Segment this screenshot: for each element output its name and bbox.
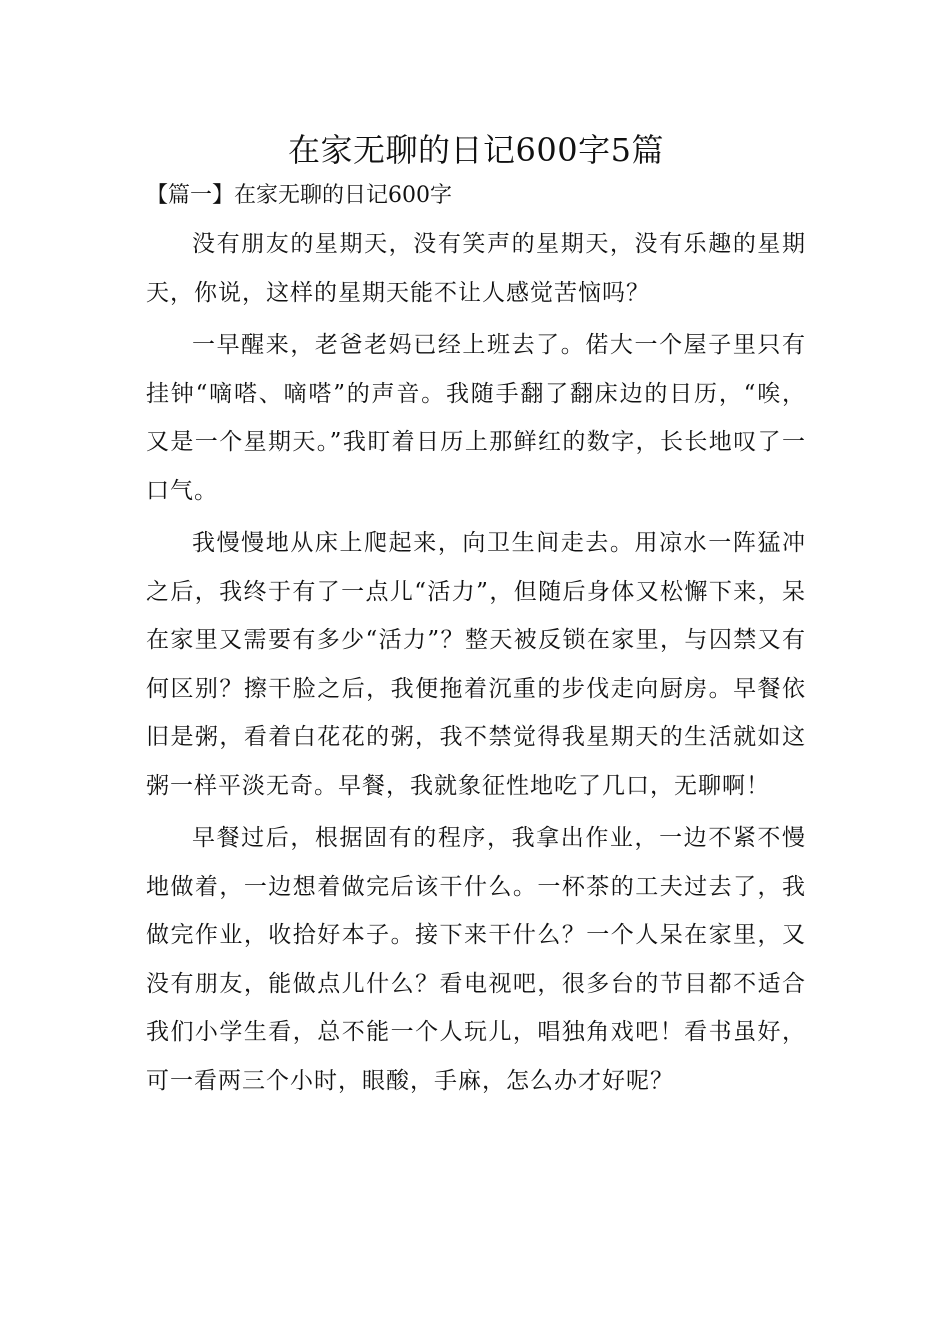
document-title: 在家无聊的日记600字5篇 [288, 131, 664, 169]
paragraph-3: 我慢慢地从床上爬起来，向卫生间走去。用凉水一阵猛冲之后，我终于有了一点儿“活力”，但随后身体又松懈下来，呆在家里又需要有多少“活力”？整天被反锁在家里，与囚禁又有何区别？擦干脸之后，我便拖着沉重的步伐走向厨房。早餐依旧是粥，看着白花花的粥，我不禁觉得我星期天的生活就如这粥一样平淡无奇。早餐，我就象征性地吃了几口，无聊啊！ [146, 530, 806, 799]
section-heading: 【篇一】在家无聊的日记600字 [146, 183, 452, 208]
paragraph-1: 没有朋友的星期天，没有笑声的星期天，没有乐趣的星期天，你说，这样的星期天能不让人感觉苦恼吗？ [146, 231, 806, 306]
document-page [146, 128, 806, 1105]
paragraph-4: 早餐过后，根据固有的程序，我拿出作业，一边不紧不慢地做着，一边想着做完后该干什么。一杯茶的工夫过去了，我做完作业，收拾好本子。接下来干什么？一个人呆在家里，又没有朋友，能做点儿什么？看电视吧，很多台的节目都不适合我们小学生看，总不能一个人玩儿，唱独角戏吧！看书虽好，可一看两三个小时，眼酸，手麻，怎么办才好呢？ [146, 825, 806, 1094]
paragraph-2: 一早醒来，老爸老妈已经上班去了。偌大一个屋子里只有挂钟“嘀嗒、嘀嗒”的声音。我随手翻了翻床边的日历，“唉，又是一个星期天。”我盯着日历上那鲜红的数字，长长地叹了一口气。 [146, 332, 806, 504]
